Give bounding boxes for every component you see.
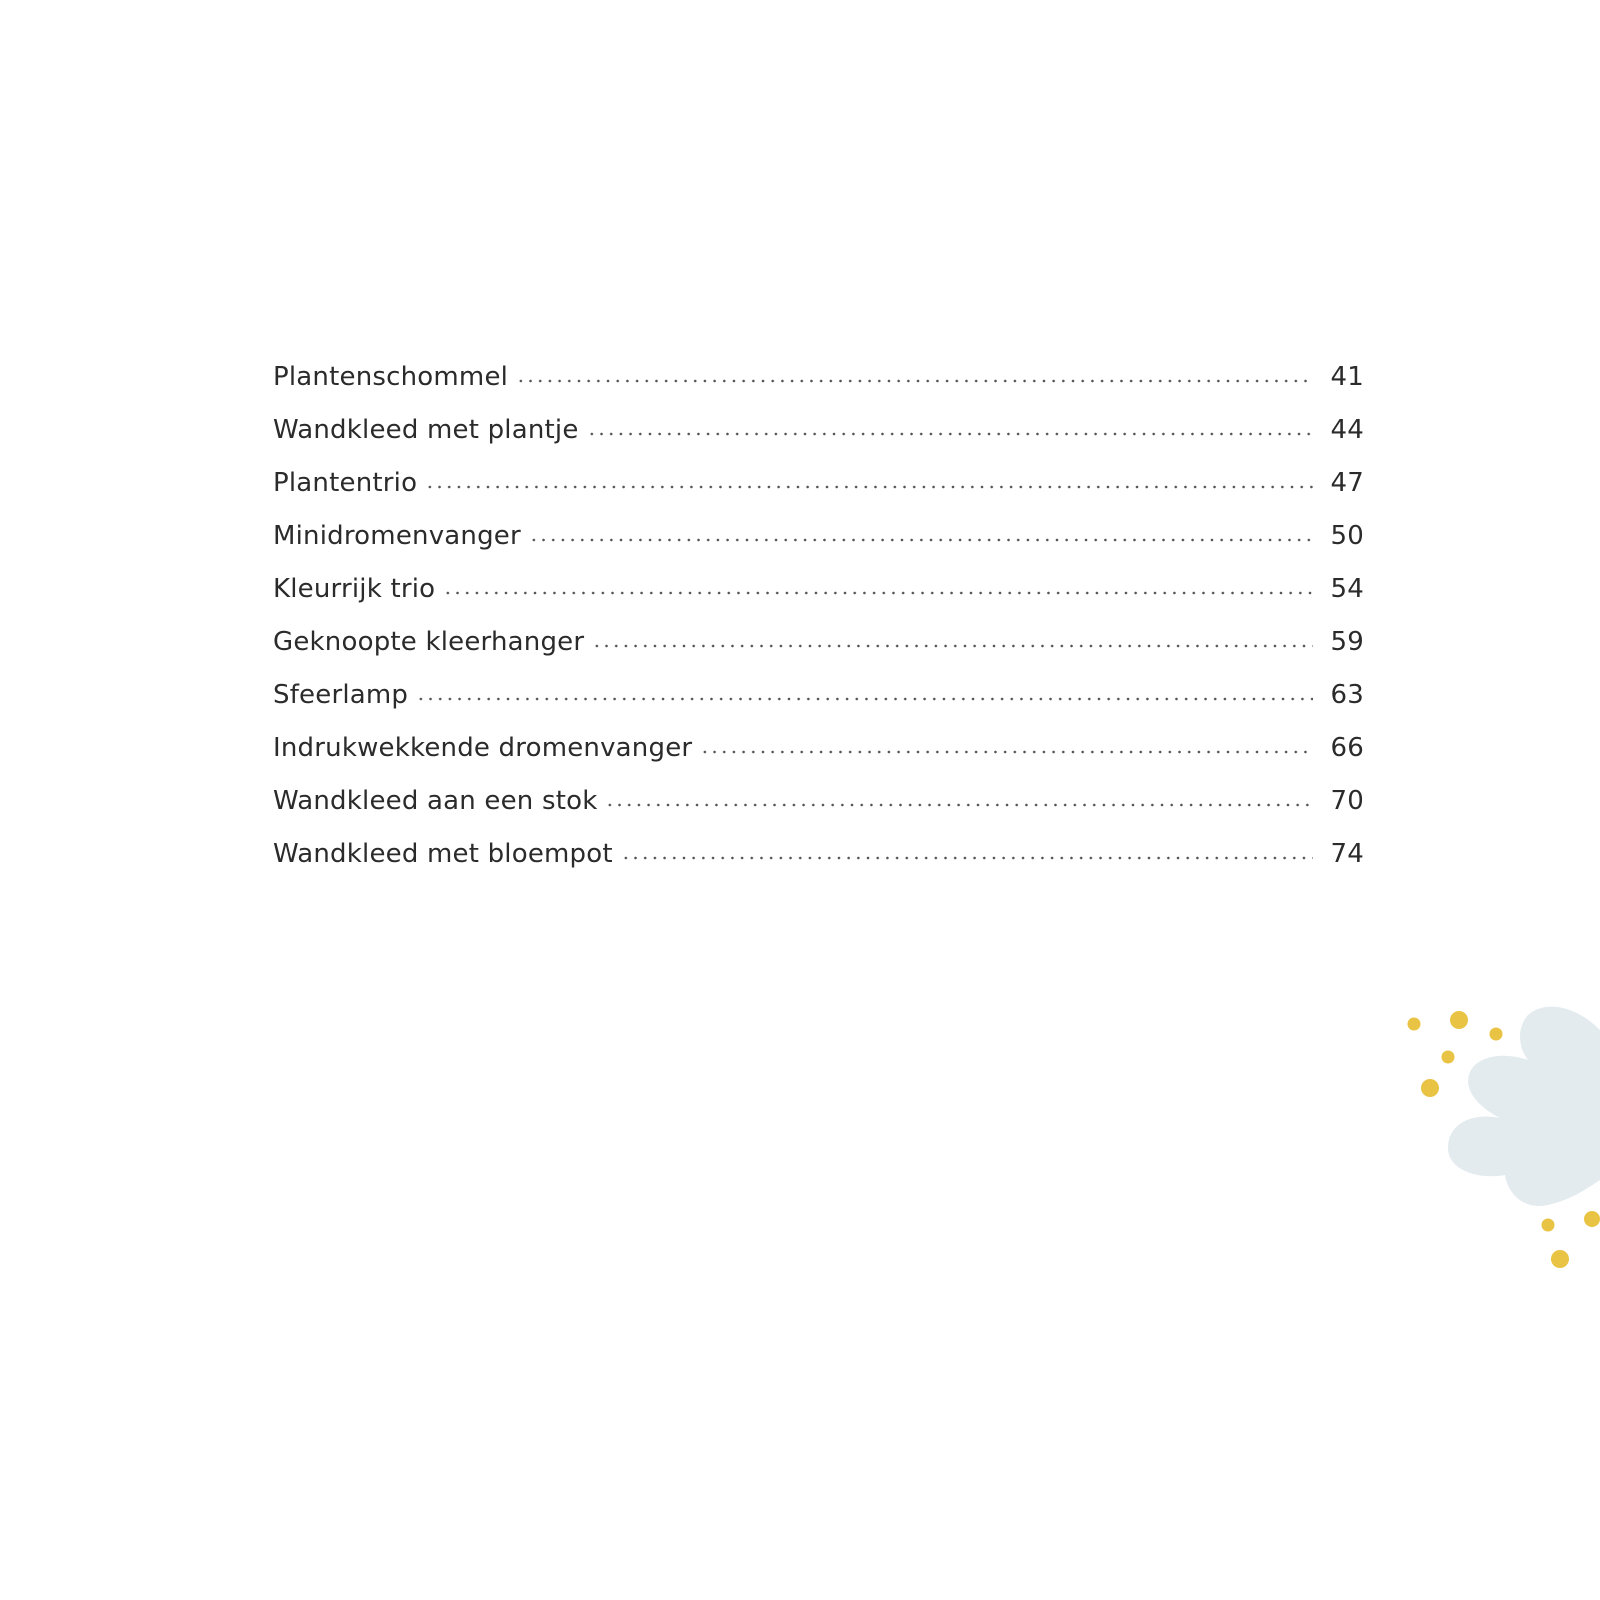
toc-entry-title: Geknoopte kleerhanger: [273, 627, 585, 657]
toc-entry[interactable]: [273, 733, 1364, 786]
toc-entry[interactable]: [273, 786, 1364, 839]
toc-entry-title: Wandkleed aan een stok: [273, 786, 598, 816]
dot-leader: [587, 432, 1313, 436]
dot: [1584, 1211, 1600, 1227]
toc-entry-title: Wandkleed met plantje: [273, 415, 579, 445]
dot-leader: [529, 538, 1313, 542]
toc-entry-page-number: 47: [1330, 468, 1364, 498]
dot-leader: [425, 485, 1312, 489]
toc-entry-title: Indrukwekkende dromenvanger: [273, 733, 693, 763]
dot-leader: [700, 750, 1312, 754]
dot: [1442, 1051, 1455, 1064]
dot-leader: [443, 591, 1312, 595]
toc-entry-page-number: 66: [1330, 733, 1364, 763]
table-of-contents: [273, 362, 1364, 892]
toc-entry-page-number: 70: [1330, 786, 1364, 816]
toc-entry-title: Kleurrijk trio: [273, 574, 436, 604]
toc-entry-title: Plantentrio: [273, 468, 418, 498]
dot-leader: [516, 379, 1312, 383]
dot-leader: [621, 856, 1313, 860]
dot-leader: [592, 644, 1312, 648]
dot: [1490, 1028, 1503, 1041]
toc-entry-page-number: 74: [1330, 839, 1364, 869]
toc-entry[interactable]: [273, 521, 1364, 574]
dot: [1542, 1219, 1555, 1232]
toc-entry[interactable]: [273, 468, 1364, 521]
toc-entry[interactable]: [273, 362, 1364, 415]
dot: [1450, 1011, 1468, 1029]
dot: [1408, 1018, 1421, 1031]
toc-entry-page-number: 41: [1330, 362, 1364, 392]
toc-entry[interactable]: [273, 627, 1364, 680]
dot: [1551, 1250, 1569, 1268]
toc-entry-page-number: 50: [1330, 521, 1364, 551]
leaf-flower-shape-icon: [1448, 1007, 1600, 1206]
toc-entry-page-number: 63: [1330, 680, 1364, 710]
toc-entry-title: Wandkleed met bloempot: [273, 839, 613, 869]
toc-entry-page-number: 54: [1330, 574, 1364, 604]
toc-entry[interactable]: [273, 680, 1364, 733]
toc-entry-title: Minidromenvanger: [273, 521, 521, 551]
toc-entry-page-number: 59: [1330, 627, 1364, 657]
toc-entry[interactable]: [273, 574, 1364, 627]
leaf-flower-shape: [1448, 1007, 1600, 1206]
dot-leader: [605, 803, 1312, 807]
toc-entry-title: Plantenschommel: [273, 362, 509, 392]
toc-entry-page-number: 44: [1330, 415, 1364, 445]
toc-entry[interactable]: [273, 415, 1364, 468]
dot-leader: [416, 697, 1312, 701]
toc-entry-title: Sfeerlamp: [273, 680, 409, 710]
decorative-corner-illustration: [1360, 1000, 1600, 1290]
toc-entry[interactable]: [273, 839, 1364, 892]
dot: [1421, 1079, 1439, 1097]
